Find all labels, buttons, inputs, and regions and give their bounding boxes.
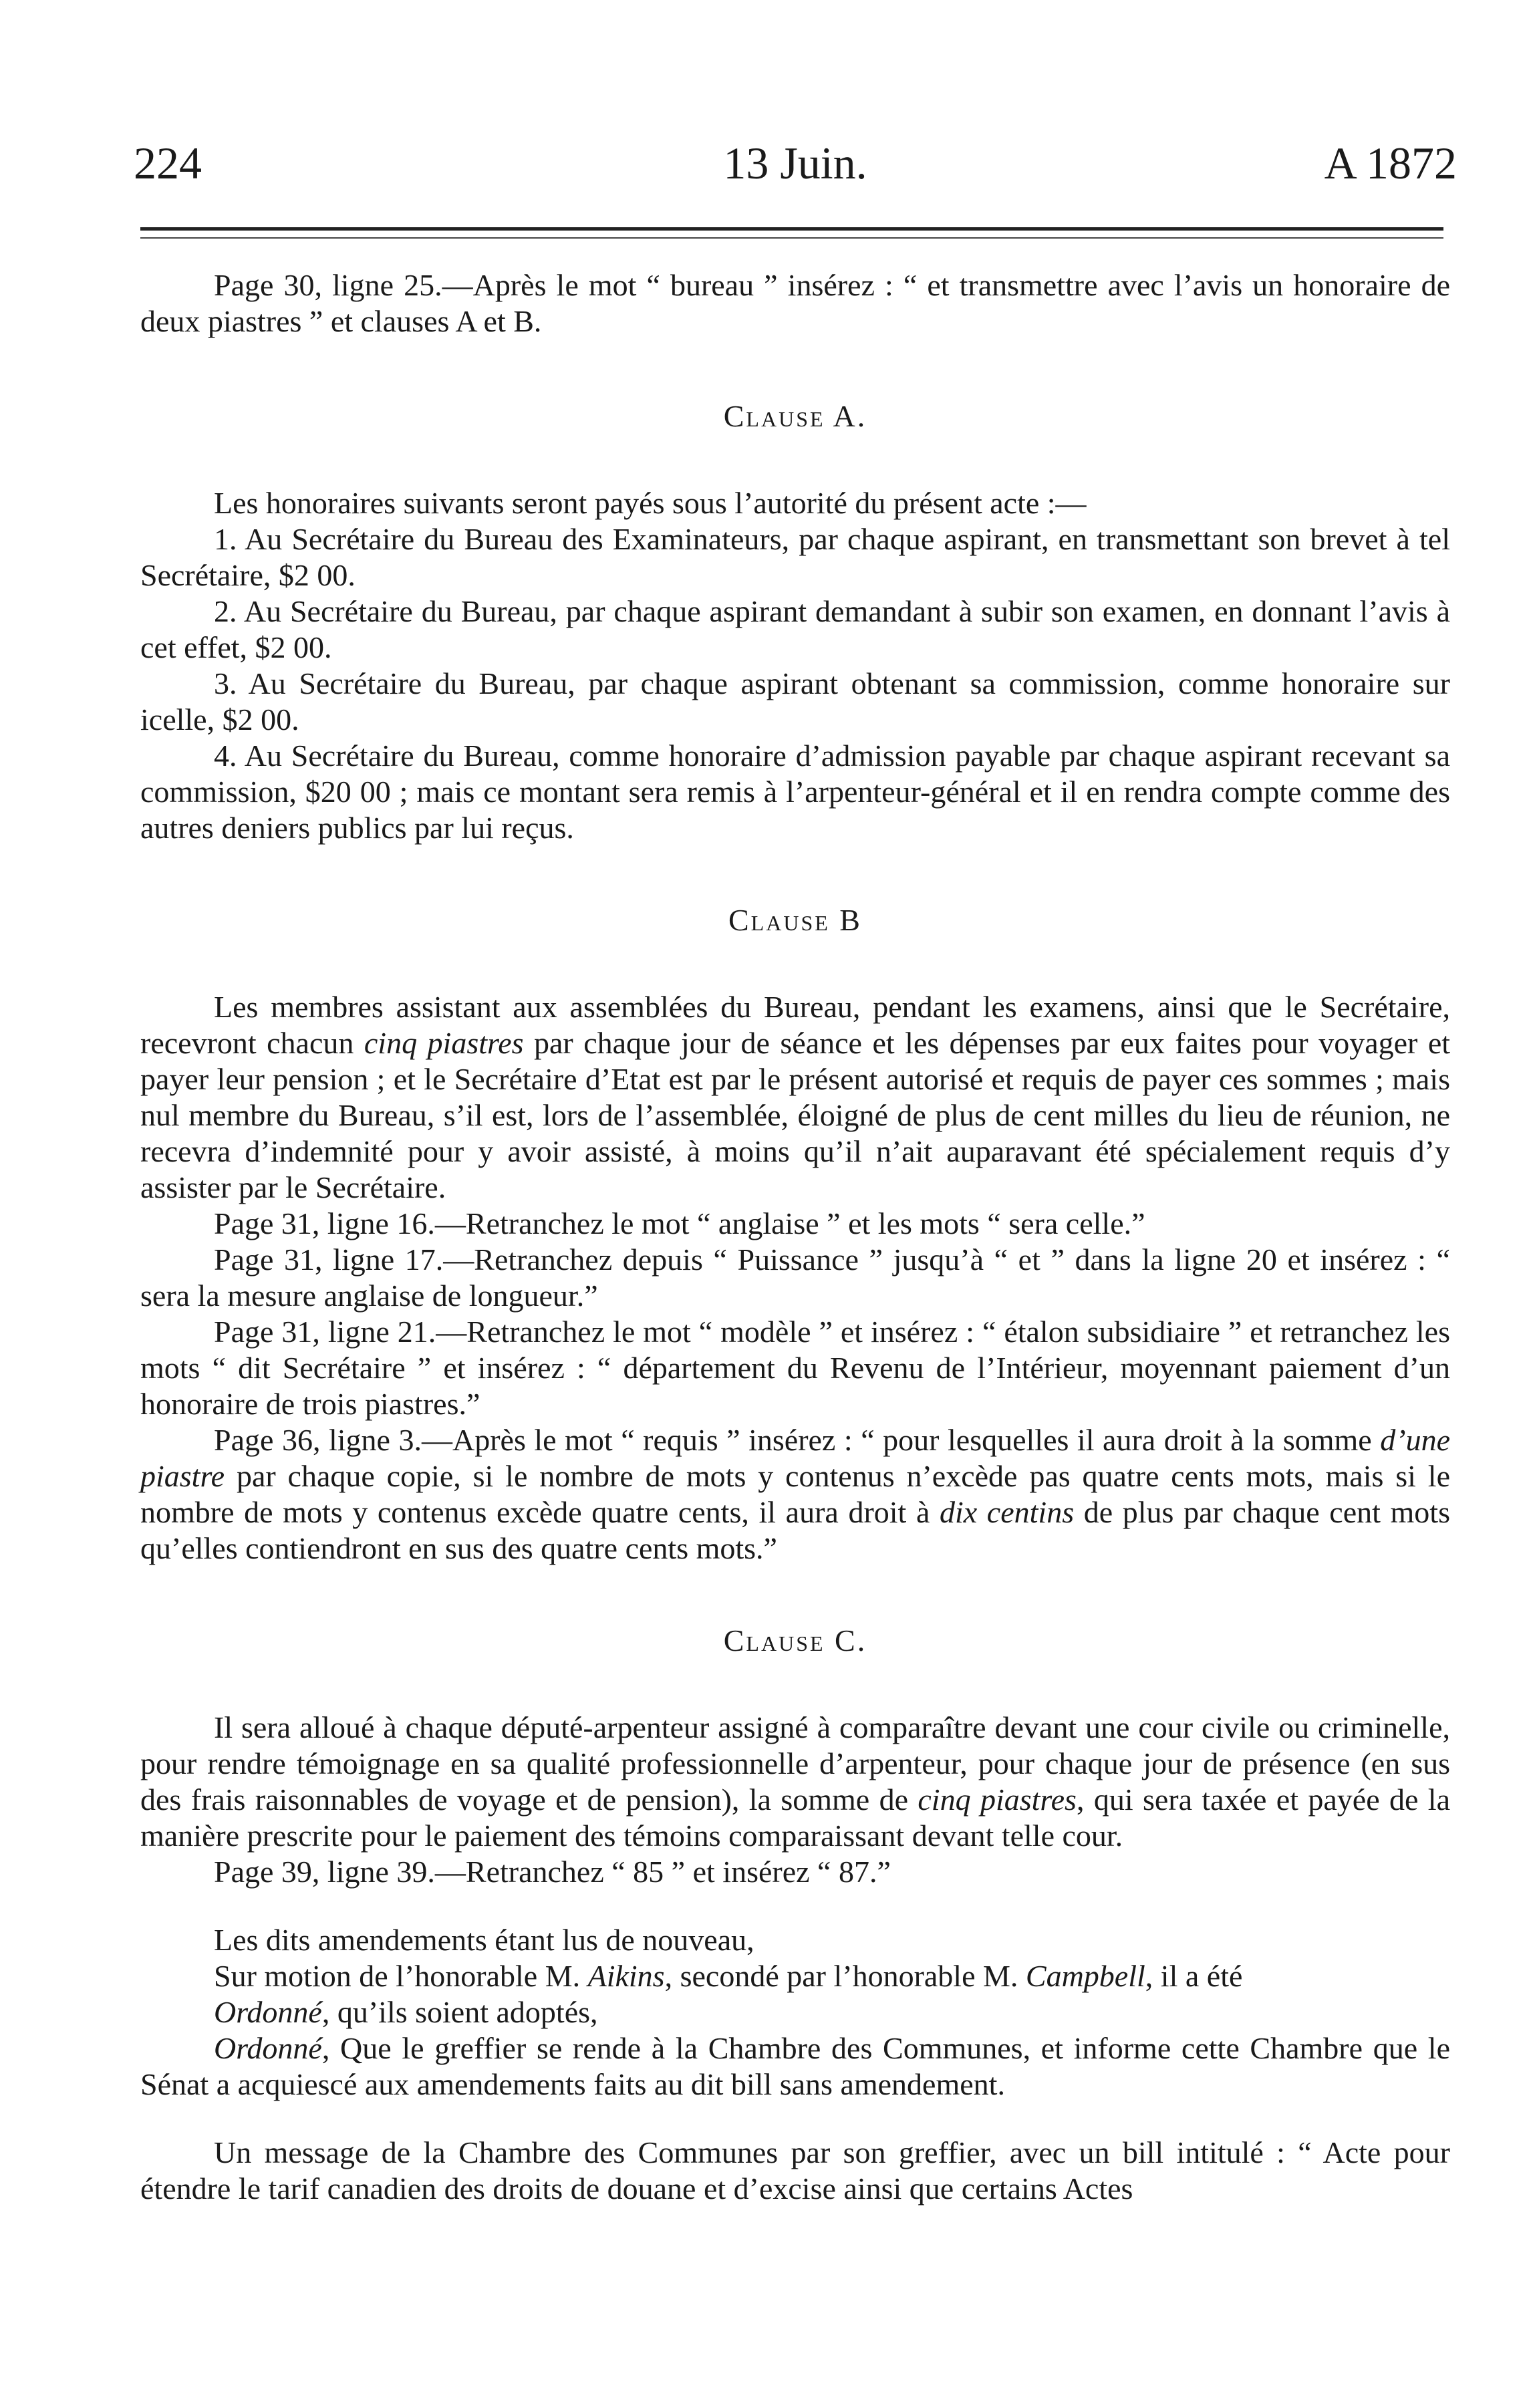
intro-amendment: Page 30, ligne 25.—Après le mot “ bureau ” insérez : “ et transmettre avec l’avis un honoraire de deux piastres ” et clauses A et B. <box>140 268 1450 338</box>
amendment-page-39-line-39: Page 39, ligne 39.—Retranchez “ 85 ” et insérez “ 87.” <box>214 1855 891 1889</box>
amendment-page-31-line-16: Page 31, ligne 16.—Retranchez le mot “ anglaise ” et les mots “ sera celle.” <box>214 1206 1145 1240</box>
clause-c-text-1: Il sera alloué à chaque député-arpenteur assigné à comparaître devant une cour civile ou criminelle, pour rendre témoignage en sa qualité professionnelle d’arpenteur, pour chaque jour de présence (en sus des frais raisonnables de voyage et de pension), la somme de <box>140 1710 1450 1817</box>
header-year: A 1872 <box>1324 138 1457 188</box>
running-header <box>134 137 1457 197</box>
motion-text-2: , secondé par l’honorable M. <box>664 1959 1026 1993</box>
clause-a-item-1: 1. Au Secrétaire du Bureau des Examinateurs, par chaque aspirant, en transmettant son brevet à tel Secrétaire, $2 00. <box>140 522 1450 592</box>
motion-text-3: , il a été <box>1145 1959 1243 1993</box>
amendment-page-36-line-3 <box>140 1422 1450 1567</box>
page-number: 224 <box>134 138 202 188</box>
amend4-emphasis-1: d’une piastre <box>140 1423 1450 1493</box>
header-rule-thin <box>140 237 1443 239</box>
mover-name: Aikins <box>587 1959 665 1993</box>
motion-text-1: Sur motion de l’honorable M. <box>214 1959 588 1993</box>
closing-motion <box>140 1958 1450 1994</box>
amend4-emphasis-2: dix centins <box>939 1495 1075 1529</box>
clause-b-text-1: Les membres assistant aux assemblées du Bureau, pendant les examens, ainsi que le Secrétaire, recevront chacun <box>140 990 1450 1060</box>
ordered-text-1: , qu’ils soient adoptés, <box>321 1995 598 2029</box>
amend4-text-3: de plus par chaque cent mots qu’elles contiendront en sus des quatre cents mots.” <box>140 1495 1450 1565</box>
seconder-name: Campbell <box>1025 1959 1145 1993</box>
clause-c-emphasis: cinq piastres <box>918 1782 1077 1817</box>
page-body <box>140 267 1450 2207</box>
clause-a-heading: Clause A. <box>723 399 867 433</box>
clause-a-lead: Les honoraires suivants seront payés sous l’autorité du présent acte :— <box>214 486 1087 520</box>
clause-b-emphasis: cinq piastres <box>364 1026 524 1060</box>
header-date: 13 Juin. <box>723 138 867 188</box>
header-rule-thick <box>140 227 1443 231</box>
ordered-label-2: Ordonné <box>214 2031 322 2065</box>
amendment-page-31-line-21: Page 31, ligne 21.—Retranchez le mot “ modèle ” et insérez : “ étalon subsidiaire ” et retranchez les mots “ dit Secrétaire ” et insérez : “ département du Revenu de l’Intérieur, moyennant paiement d’un honoraire de trois piastres.” <box>140 1315 1450 1421</box>
ordered-label-1: Ordonné <box>214 1995 322 2029</box>
ordered-adopted <box>140 1994 1450 2030</box>
clause-a-item-4: 4. Au Secrétaire du Bureau, comme honoraire d’admission payable par chaque aspirant recevant sa commission, $20 00 ; mais ce montant sera remis à l’arpenteur-général et il en rendra compte comme des autres deniers publics par lui reçus. <box>140 739 1450 845</box>
amend4-text-1: Page 36, ligne 3.—Après le mot “ requis ” insérez : “ pour lesquelles il aura droit à la somme <box>214 1423 1381 1457</box>
clause-a-item-2: 2. Au Secrétaire du Bureau, par chaque aspirant demandant à subir son examen, en donnant l’avis à cet effet, $2 00. <box>140 594 1450 664</box>
clause-b-heading: Clause B <box>728 903 862 937</box>
clause-b-text-2: par chaque jour de séance et les dépenses par eux faites pour voyager et payer leur pension ; et le Secrétaire d’Etat est par le présent autorisé et requis de payer ces sommes ; mais nul membre du Bureau, s’il est, lors de l’assemblée, éloigné de plus de cent milles du lieu de réunion, ne recevra d’indemnité pour y avoir assisté, à moins qu’il n’ait auparavant été spécialement requis d’y assister par le Secrétaire. <box>140 1026 1451 1204</box>
amendment-page-31-line-17: Page 31, ligne 17.—Retranchez depuis “ Puissance ” jusqu’à “ et ” dans la ligne 20 et insérez : “ sera la mesure anglaise de longueur.” <box>140 1242 1450 1313</box>
commons-message: Un message de la Chambre des Communes par son greffier, avec un bill intitulé : “ Acte pour étendre le tarif canadien des droits de douane et d’excise ainsi que certains Actes <box>140 2135 1450 2205</box>
closing-line-1: Les dits amendements étant lus de nouveau, <box>214 1923 754 1957</box>
clause-b-paragraph <box>140 989 1450 1206</box>
ordered-text-2: , Que le greffier se rende à la Chambre des Communes, et informe cette Chambre que le Sénat a acquiescé aux amendements faits au dit bill sans amendement. <box>140 2031 1450 2101</box>
amend4-text-2: par chaque copie, si le nombre de mots y contenus n’excède pas quatre cents mots, mais si le nombre de mots y contenus excède quatre cents, il aura droit à <box>140 1459 1450 1529</box>
clause-c-heading: Clause C. <box>723 1623 867 1657</box>
clause-c-paragraph <box>140 1710 1450 1854</box>
clause-c-text-2: , qui sera taxée et payée de la manière prescrite pour le paiement des témoins comparaissant devant telle cour. <box>140 1782 1450 1853</box>
ordered-clerk <box>140 2030 1450 2103</box>
clause-a-item-3: 3. Au Secrétaire du Bureau, par chaque aspirant obtenant sa commission, comme honoraire sur icelle, $2 00. <box>140 666 1450 737</box>
